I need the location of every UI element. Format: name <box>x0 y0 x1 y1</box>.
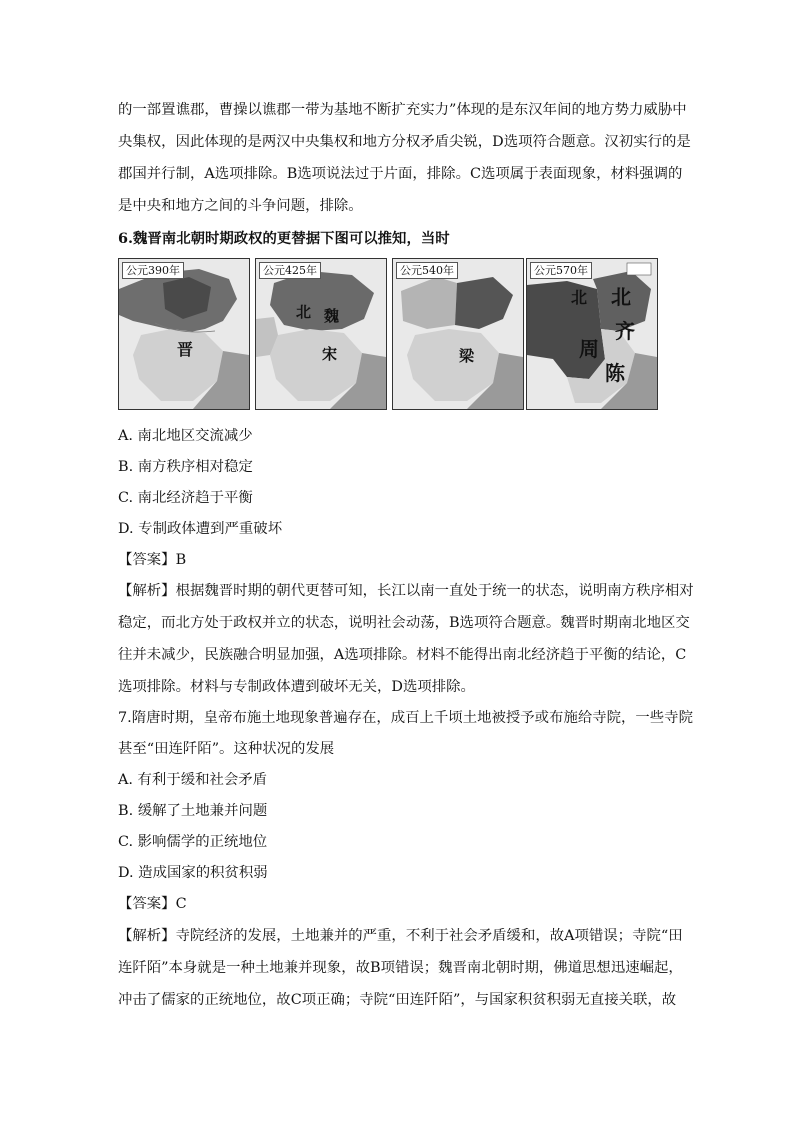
map-425 <box>255 258 387 410</box>
map-540-label-liang: 梁 <box>459 347 475 365</box>
q7-option-c: C. 影响儒学的正统地位 <box>118 834 268 850</box>
map-390 <box>118 258 250 410</box>
prev-explanation-line-3: 郡国并行制，A选项排除。B选项说法过于片面，排除。C选项属于表面现象，材料强调的 <box>118 166 683 182</box>
prev-explanation-line-1: 的一部置谯郡，曹操以谯郡一带为基地不断扩充实力”体现的是东汉年间的地方势力威胁中 <box>118 102 687 118</box>
q7-stem-line-1: 7.隋唐时期，皇帝布施土地现象普遍存在，成百上千顷土地被授予或布施给寺院，一些寺院 <box>118 710 693 726</box>
map-425-graphic <box>256 259 386 409</box>
q6-option-a: A. 南北地区交流减少 <box>118 428 253 444</box>
q7-explanation-line-2: 连阡陌”本身就是一种土地兼并现象，故B项错误；魏晋南北朝时期，佛道思想迅速崛起， <box>118 960 683 976</box>
q7-explanation-line-3: 冲击了儒家的正统地位，故C项正确；寺院“田连阡陌”，与国家积贫积弱无直接关联，故 <box>118 992 677 1008</box>
prev-explanation-line-2: 央集权，因此体现的是两汉中央集权和地方分权矛盾尖锐，D选项符合题意。汉初实行的是 <box>118 134 691 150</box>
map-570-label-zhou: 周 <box>579 337 599 361</box>
q7-answer: 【答案】C <box>118 896 187 912</box>
q6-explanation-line-3: 往并未减少，民族融合明显加强，A选项排除。材料不能得出南北经济趋于平衡的结论，C <box>118 647 687 663</box>
q6-option-d: D. 专制政体遭到严重破坏 <box>118 521 283 537</box>
q7-option-b: B. 缓解了土地兼并问题 <box>118 803 268 819</box>
q6-explanation-line-2: 稳定，而北方处于政权并立的状态，说明社会动荡，B选项符合题意。魏晋时期南北地区交 <box>118 615 690 631</box>
map-390-graphic <box>119 259 249 409</box>
map-570-label-bei-2: 北 <box>611 285 631 309</box>
map-540 <box>392 258 524 410</box>
q7-option-a: A. 有利于缓和社会矛盾 <box>118 772 268 788</box>
q6-stem: 6.魏晋南北朝时期政权的更替据下图可以推知，当时 <box>118 230 450 247</box>
q6-map-figure <box>118 258 658 410</box>
q6-answer: 【答案】B <box>118 552 187 568</box>
q7-stem-line-2: 甚至“田连阡陌”。这种状况的发展 <box>118 741 335 757</box>
map-425-year: 公元425年 <box>259 262 321 279</box>
map-570-label-bei-1: 北 <box>571 288 588 307</box>
map-390-year: 公元390年 <box>122 262 184 279</box>
map-425-label-song: 宋 <box>322 345 338 363</box>
map-540-graphic <box>393 259 523 409</box>
prev-explanation-line-4: 是中央和地方之间的斗争问题，排除。 <box>118 198 363 214</box>
map-425-label-wei: 魏 <box>324 307 340 325</box>
map-425-label-bei: 北 <box>296 303 312 321</box>
map-570-label-chen: 陈 <box>605 361 625 385</box>
map-570-label-qi: 齐 <box>615 319 635 343</box>
q6-explanation-line-4: 选项排除。材料与专制政体遭到破坏无关，D选项排除。 <box>118 679 475 695</box>
q6-explanation-line-1: 【解析】根据魏晋时期的朝代更替可知，长江以南一直处于统一的状态，说明南方秩序相对 <box>118 583 694 599</box>
map-570 <box>526 258 658 410</box>
map-390-label-jin: 晋 <box>177 340 194 359</box>
q6-option-c: C. 南北经济趋于平衡 <box>118 490 253 506</box>
map-540-year: 公元540年 <box>396 262 458 279</box>
q6-option-b: B. 南方秩序相对稳定 <box>118 459 253 475</box>
map-570-year: 公元570年 <box>530 262 592 279</box>
q7-option-d: D. 造成国家的积贫积弱 <box>118 865 268 881</box>
q7-explanation-line-1: 【解析】寺院经济的发展，土地兼并的严重，不利于社会矛盾缓和，故A项错误；寺院“田 <box>118 928 683 944</box>
